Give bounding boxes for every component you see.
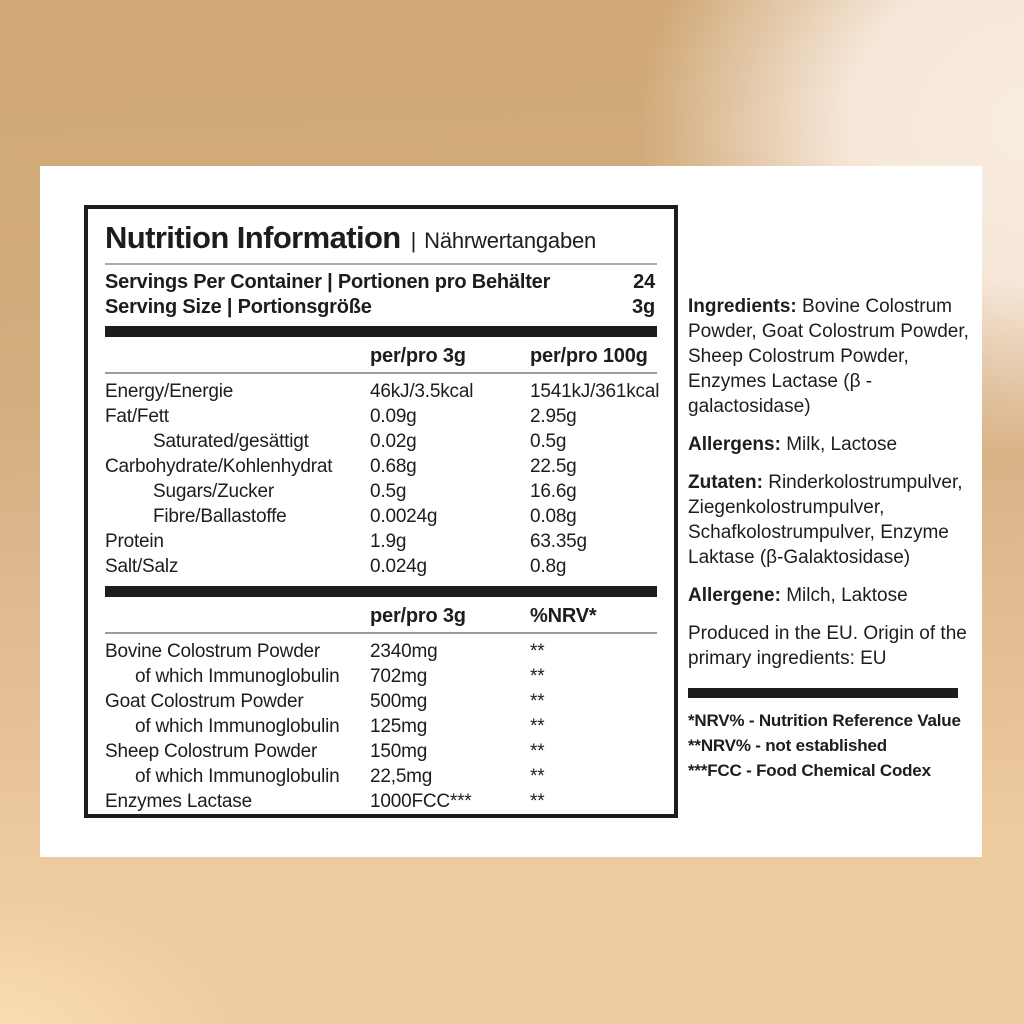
row-label: Protein [105,531,164,552]
row-label: Fibre/Ballastoffe [153,506,287,527]
serving-label: Serving Size | Portionsgröße [105,296,372,318]
row-value: 0.8g [530,556,567,577]
serving-value: 3g [632,296,655,318]
title-separator: | [410,228,417,253]
row-label: Saturated/gesättigt [153,431,309,452]
row-value: 22.5g [530,456,577,477]
row-value: 150mg [370,741,428,762]
row-value: 1541kJ/361kcal [530,381,660,402]
side-paragraphs [688,294,974,671]
table-row [105,764,657,789]
row-value: 2.95g [530,406,577,427]
title-divider [105,263,657,265]
row-label: Enzymes Lactase [105,791,252,812]
row-value: ** [530,741,545,762]
table-row [105,664,657,689]
footnotes-list [688,708,974,783]
side-paragraph [688,621,974,671]
column-header-nrv: %NRV* [530,605,597,627]
nutrition-title-en: Nutrition Information [105,220,401,255]
side-paragraph [688,583,974,608]
row-value: ** [530,791,545,812]
side-paragraph-text: Rinderkolostrumpulver, Ziegenkolostrumpulver, Schafkolostrumpulver, Enzyme Laktase (β-Galaktosidase) [688,472,963,568]
side-paragraph-text: Produced in the EU. Origin of the primary ingredients: EU [688,623,967,669]
table-row [105,454,657,479]
side-paragraph [688,294,974,419]
row-label: Bovine Colostrum Powder [105,641,321,662]
side-paragraph-text: Bovine Colostrum Powder, Goat Colostrum Powder, Sheep Colostrum Powder, Enzymes Lactase (β - galactosidase) [688,296,969,417]
ingredients-panel [688,294,974,783]
table-row [105,504,657,529]
nutrition-facts-box [84,205,678,818]
serving-row [105,295,657,320]
table-row [105,379,660,404]
footnotes-divider [688,688,958,698]
row-value: ** [530,691,545,712]
row-value: ** [530,766,545,787]
header-spacer [105,605,370,627]
side-paragraph-lead: Zutaten: [688,472,763,493]
thick-divider-top [105,326,657,337]
serving-label: Servings Per Container | Portionen pro Behälter [105,271,551,293]
table-row [105,404,657,429]
table-row [105,429,657,454]
footnote: *NRV% - Nutrition Reference Value [688,711,961,730]
table-row [105,639,657,664]
row-value: ** [530,666,545,687]
row-value: 125mg [370,716,428,737]
row-label: Sugars/Zucker [153,481,274,502]
table-row [105,529,657,554]
nutrition-table-rows [105,374,660,582]
side-paragraph [688,470,974,570]
label-panel [40,166,982,857]
side-paragraph-lead: Allergene: [688,585,781,606]
row-value: 16.6g [530,481,577,502]
row-value: 2340mg [370,641,438,662]
servings-list [105,270,657,320]
row-label: Fat/Fett [105,406,169,427]
row-value: 22,5mg [370,766,433,787]
side-paragraph-lead: Allergens: [688,434,781,455]
row-value: 500mg [370,691,428,712]
column-header-per-100g: per/pro 100g [530,345,648,367]
table-row [105,554,657,579]
row-value: 0.0024g [370,506,438,527]
row-label: Salt/Salz [105,556,179,577]
row-value: 0.5g [530,431,567,452]
column-header-per-3g: per/pro 3g [370,345,466,367]
row-label: Sheep Colostrum Powder [105,741,318,762]
row-value: 1.9g [370,531,407,552]
serving-value: 24 [633,271,655,293]
row-value: 0.08g [530,506,577,527]
row-value: 0.5g [370,481,407,502]
footnote: **NRV% - not established [688,736,887,755]
row-value: 63.35g [530,531,587,552]
nutrition-title-de: Nährwertangaben [424,228,597,253]
row-label: Goat Colostrum Powder [105,691,304,712]
side-paragraph-lead: Ingredients: [688,296,797,317]
actives-table [105,597,657,817]
table-row [105,789,657,814]
nutrition-table-header [105,337,657,372]
row-label: of which Immunoglobulin [135,766,340,787]
row-value: 0.024g [370,556,427,577]
row-value: 702mg [370,666,428,687]
nutrition-table [105,337,660,582]
table-row [105,689,657,714]
row-label: of which Immunoglobulin [135,716,340,737]
row-value: ** [530,716,545,737]
column-header-per-3g: per/pro 3g [370,605,466,627]
actives-table-rows [105,634,657,817]
row-value: 0.68g [370,456,417,477]
table-row [105,714,657,739]
row-value: 0.09g [370,406,417,427]
row-label: Energy/Energie [105,381,234,402]
side-paragraph [688,432,974,457]
row-value: 0.02g [370,431,417,452]
footnote: ***FCC - Food Chemical Codex [688,761,931,780]
row-value: 46kJ/3.5kcal [370,381,474,402]
side-paragraph-text: Milch, Laktose [786,585,908,606]
thick-divider-middle [105,586,657,597]
serving-row [105,270,657,295]
row-label: Carbohydrate/Kohlenhydrat [105,456,333,477]
row-value: ** [530,641,545,662]
side-paragraph-text: Milk, Lactose [786,434,898,455]
nutrition-title [105,221,657,255]
header-spacer [105,345,370,367]
row-label: of which Immunoglobulin [135,666,340,687]
table-row [105,479,657,504]
table-row [105,739,657,764]
actives-table-header [105,597,657,632]
row-value: 1000FCC*** [370,791,472,812]
